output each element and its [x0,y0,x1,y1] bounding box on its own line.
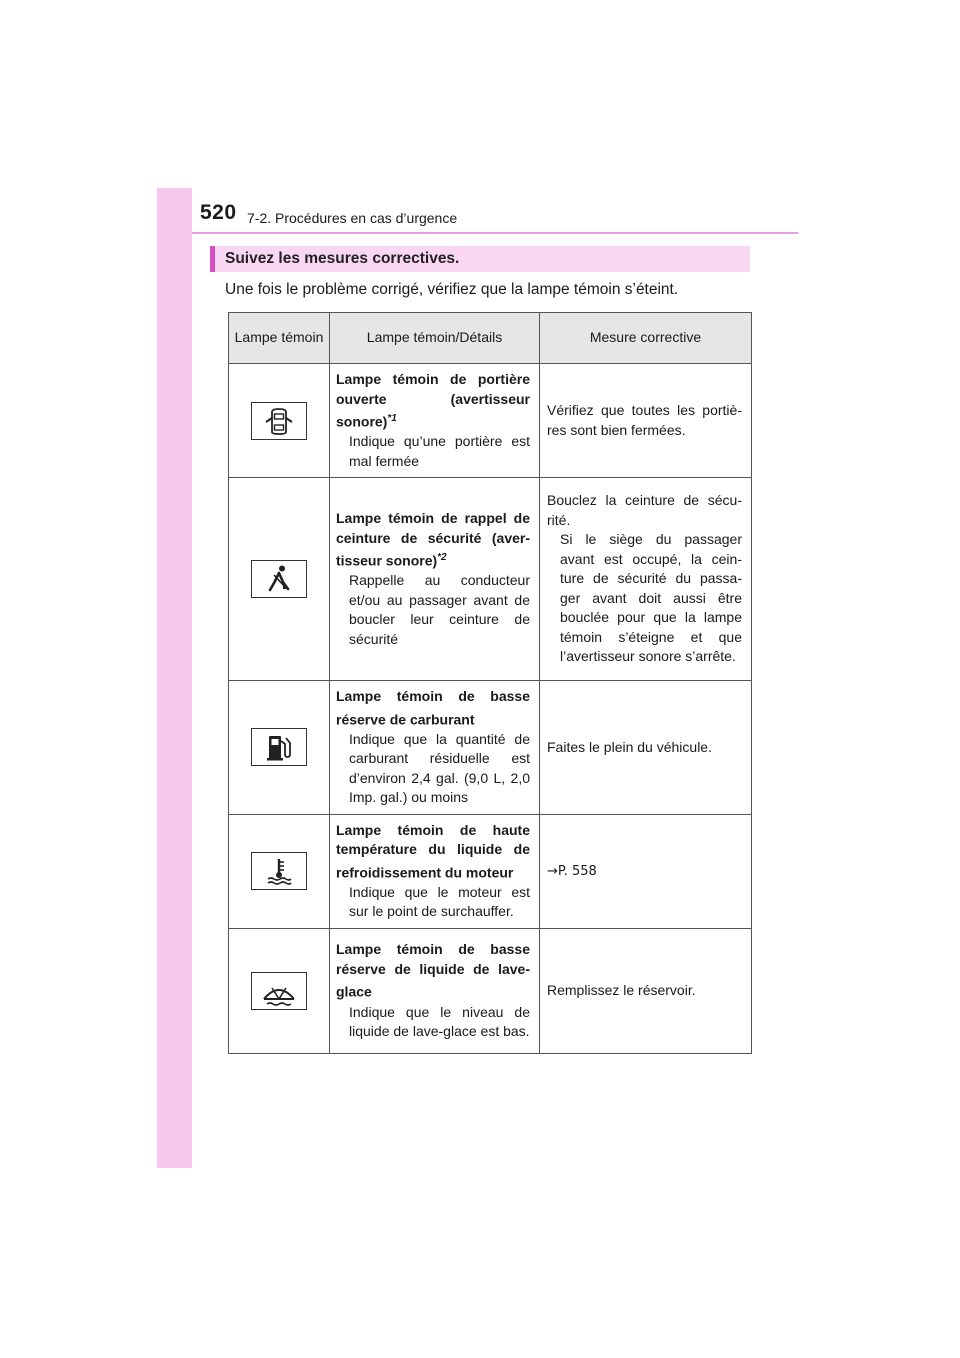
coolant-temperature-icon [251,852,307,890]
table-header-row [229,313,752,364]
table-row [229,681,752,815]
col-header-details: Lampe témoin/Détails [330,313,540,364]
lamp-name: Lampe témoin de portière ouverte (avertisseur sonore) [336,371,530,430]
banner-marker [210,246,215,272]
banner-title: Suivez les mesures correctives. [225,250,460,267]
lamp-name: Lampe témoin de basse réserve de liquide de lave-glace [336,941,530,1001]
lamp-detail: Indique que le niveau de liquide de lave-glace est bas. [349,1003,530,1040]
intro-text: Une fois le problème corrigé, vérifiez que la lampe témoin s’éteint. [225,281,679,298]
lamp-detail: Indique que le moteur est sur le point de surchauffer. [349,883,530,920]
col-header-action: Mesure corrective [540,313,752,364]
low-fuel-icon [251,728,307,766]
page-number: 520 [200,201,237,224]
footnote-ref: *2 [437,552,447,564]
warning-lamp-table [228,312,752,1054]
table-row [229,928,752,1053]
lamp-detail: Rappelle au conducteur et/ou au passager avant de boucler leur ceinture de sécurité [349,572,530,647]
lamp-detail: Indique qu’une portière est mal fermée [349,433,530,469]
lamp-name: Lampe témoin de rappel de ceinture de sécurité (aver-tisseur sonore) [336,510,530,569]
lamp-name: Lampe témoin de haute température du liquide de refroidissement du moteur [336,821,530,881]
corrective-action-note: Si le siège du passager avant est occupé, la cein-ture de sécurité du passa-ger avant doit aussi être bouclée pour que la lampe témoin s’éteigne et que l’avertisseur sonore s’arrête. [560,531,742,665]
page-reference: →P. 558 [547,863,597,879]
door-open-warning-icon [251,402,307,440]
washer-fluid-icon [251,972,307,1010]
chapter-side-band [157,188,192,1168]
seatbelt-reminder-icon [251,560,307,598]
table-row [229,478,752,681]
table-row [229,814,752,928]
section-title: 7-2. Procédures en cas d’urgence [247,210,458,226]
corrective-action: Remplissez le réservoir. [547,982,696,999]
corrective-action: Bouclez la ceinture de sécu-rité. [547,492,742,528]
lamp-name: Lampe témoin de basse réserve de carburant [336,688,530,728]
corrective-action: Faites le plein du véhicule. [547,738,712,755]
lamp-detail: Indique que la quantité de carburant résiduelle est d’environ 2,4 gal. (9,0 L, 2,0 Imp. gal.) ou moins [349,730,530,806]
col-header-lamp: Lampe témoin [229,313,330,364]
corrective-action: Vérifiez que toutes les portiè-res sont bien fermées. [547,402,742,438]
header-rule [192,232,798,234]
table-row [229,364,752,478]
footnote-ref: *1 [387,413,397,424]
corrective-measures-banner [210,246,750,272]
